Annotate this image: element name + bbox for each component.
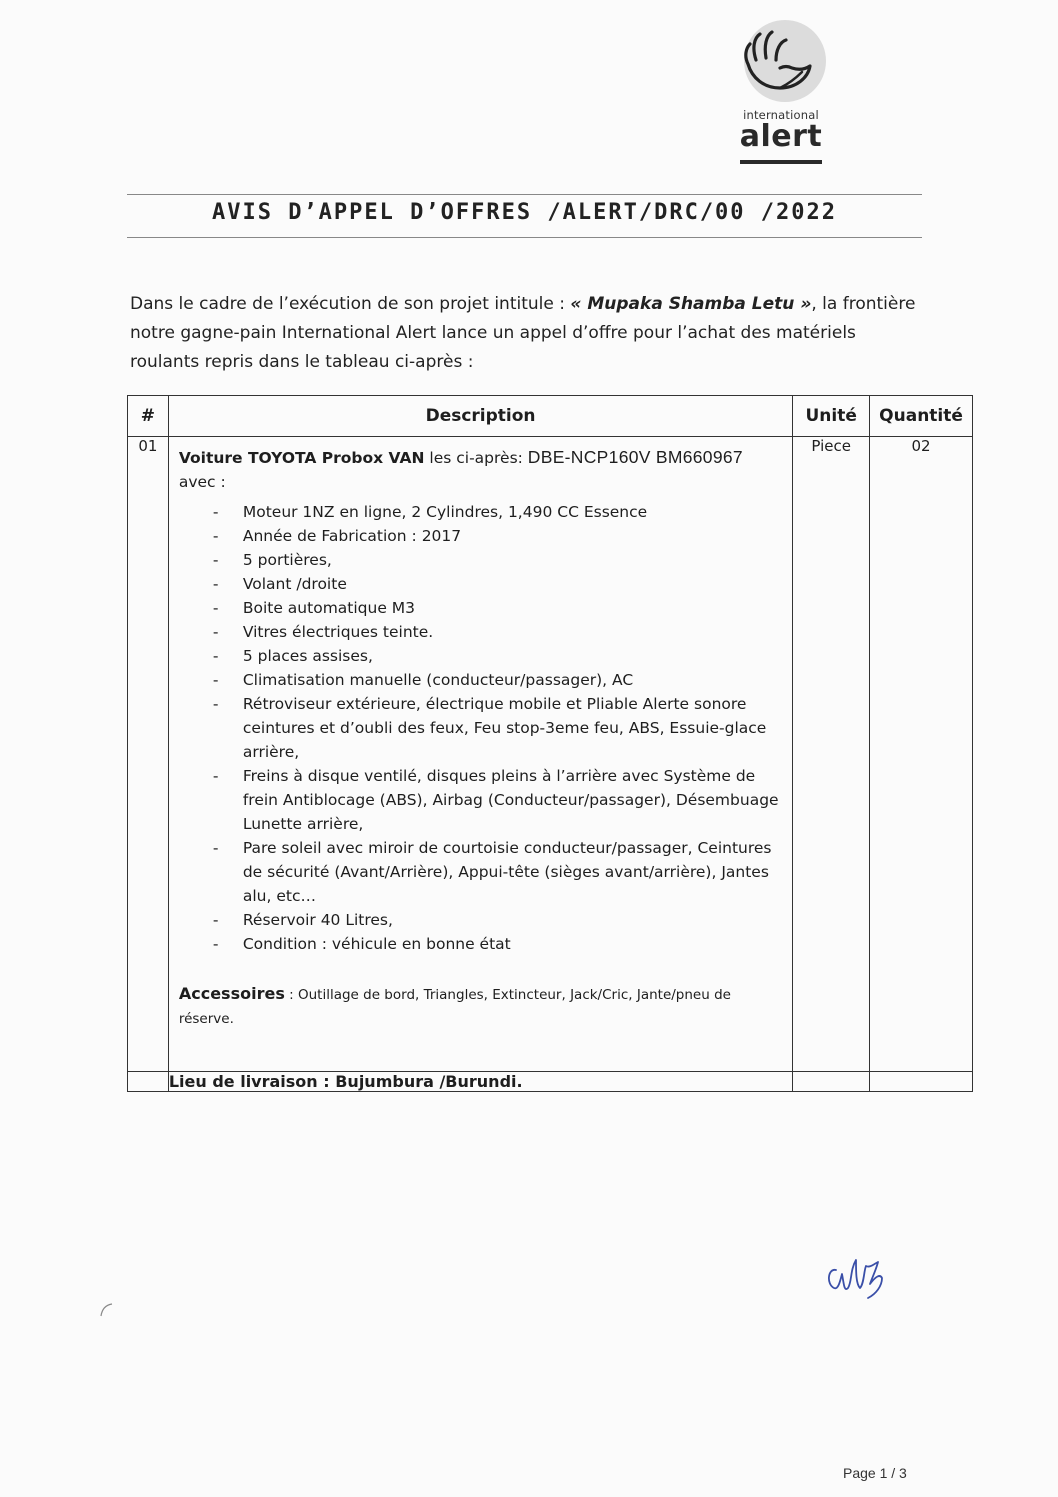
header-quantity: Quantité	[870, 396, 973, 437]
row-quantity: 02	[870, 437, 973, 1072]
spec-item: - Rétroviseur extérieure, électrique mobile et Pliable Alerte sonore ceintures et d’oubli des feux, Feu stop-3eme feu, ABS, Essuie-glace arrière,	[213, 692, 782, 764]
delivery-empty-cell	[128, 1072, 169, 1092]
header-description: Description	[168, 396, 792, 437]
spec-item: - 5 portières,	[213, 548, 782, 572]
delivery-empty-cell	[793, 1072, 870, 1092]
table-header-row	[128, 396, 973, 437]
international-alert-logo	[736, 20, 826, 152]
vehicle-heading-mid: les ci-après:	[424, 449, 528, 467]
vehicle-code: DBE-NCP160V BM660967	[527, 447, 743, 467]
vehicle-heading	[179, 445, 782, 470]
spec-item: - Condition : véhicule en bonne état	[213, 932, 782, 956]
spec-item: - Année de Fabrication : 2017	[213, 524, 782, 548]
spec-item: - Climatisation manuelle (conducteur/passager), AC	[213, 668, 782, 692]
intro-text-end: , la frontière notre gagne-pain International Alert lance un appel d’offre pour l’achat des matériels roulants repris dans le tableau ci-après :	[130, 294, 916, 372]
scan-mark	[96, 1300, 116, 1320]
accessories-label: Accessoires	[178, 984, 285, 1003]
row-unit: Piece	[793, 437, 870, 1072]
intro-paragraph	[130, 290, 930, 377]
spec-item: - Freins à disque ventilé, disques pleins à l’arrière avec Système de frein Antiblocage (ABS), Airbag (Conducteur/passager), Désembuage Lunette arrière,	[213, 764, 782, 836]
vehicle-name: Voiture TOYOTA Probox VAN	[178, 449, 425, 467]
intro-text-start: Dans le cadre de l’exécution de son projet intitule :	[130, 294, 571, 314]
spec-item: - 5 places assises,	[213, 644, 782, 668]
delivery-empty-cell	[870, 1072, 973, 1092]
handwritten-signature	[822, 1248, 894, 1300]
delivery-row	[128, 1072, 973, 1092]
document-title: AVIS D’APPEL D’OFFRES /ALERT/DRC/00 /2022	[211, 200, 838, 225]
spec-item: - Volant /droite	[213, 572, 782, 596]
row-number: 01	[128, 437, 169, 1072]
items-table	[127, 395, 973, 1092]
title-top-rule	[127, 194, 922, 195]
header-unit: Unité	[793, 396, 870, 437]
page-number: Page 1 / 3	[843, 1465, 907, 1481]
accessories-text: : Outillage de bord, Triangles, Extincteur, Jack/Cric, Jante/pneu de réserve.	[178, 987, 731, 1027]
hand-dove-icon	[738, 26, 818, 106]
spec-list	[179, 500, 782, 956]
spec-item: - Vitres électriques teinte.	[213, 620, 782, 644]
accessories	[179, 982, 782, 1031]
logo-wordmark: alert	[739, 119, 823, 154]
title-bottom-rule	[127, 237, 922, 238]
project-name: « Mupaka Shamba Letu »	[570, 294, 812, 314]
logo-underline	[740, 160, 822, 164]
table-row	[128, 437, 973, 1072]
logo-subtitle: international	[743, 108, 819, 122]
spec-item: - Boite automatique M3	[213, 596, 782, 620]
row-description-cell	[168, 437, 792, 1072]
spec-item: - Moteur 1NZ en ligne, 2 Cylindres, 1,490 CC Essence	[213, 500, 782, 524]
vehicle-heading-end: avec :	[178, 473, 226, 491]
delivery-location: Lieu de livraison : Bujumbura /Burundi.	[168, 1072, 792, 1092]
spec-item: - Réservoir 40 Litres,	[213, 908, 782, 932]
spec-item: - Pare soleil avec miroir de courtoisie conducteur/passager, Ceintures de sécurité (Avant/Arrière), Appui-tête (sièges avant/arrière), Jantes alu, etc…	[213, 836, 782, 908]
header-number: #	[128, 396, 169, 437]
